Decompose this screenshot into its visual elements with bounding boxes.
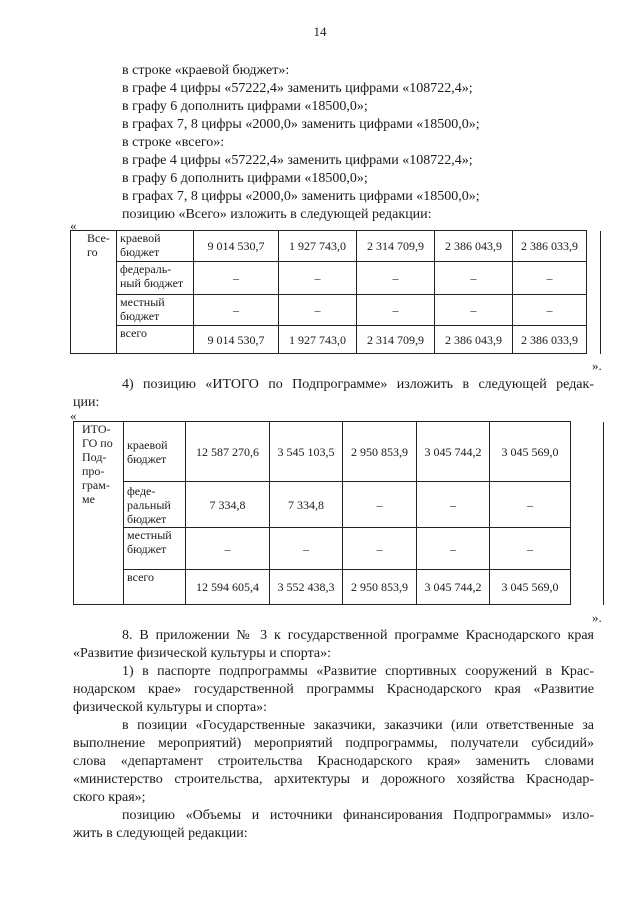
table-cell: 9 014 530,7 (194, 231, 279, 262)
table-cell: 2 950 853,9 (343, 570, 417, 605)
table-cell: 2 386 033,9 (513, 326, 587, 354)
section8-line: в позиции «Государственные заказчики, заказчики (или ответственные за (122, 718, 594, 733)
table-cell: 3 545 103,5 (270, 422, 343, 482)
table-cell: – (343, 482, 417, 528)
section8-line: физической культуры и спорта»: (73, 700, 268, 715)
table-cell: 1 927 743,0 (279, 231, 357, 262)
table-cell: 12 587 270,6 (186, 422, 270, 482)
table-cell: 2 386 043,9 (435, 326, 513, 354)
section8-line: позицию «Объемы и источники финансирования Подпрограммы» изло- (122, 808, 594, 823)
close-quote: ». (592, 358, 602, 373)
table-cell: 9 014 530,7 (194, 326, 279, 354)
row-label: местный бюджет (124, 528, 186, 570)
row-label: всего (124, 570, 186, 605)
table-cell: 2 314 709,9 (357, 326, 435, 354)
budget-table-total (70, 230, 601, 354)
table-cell: 3 045 569,0 (490, 570, 571, 605)
empty-column (587, 231, 601, 354)
table-cell: – (357, 295, 435, 326)
section8-line: 8. В приложении № 3 к государственной программе Краснодарского края (122, 628, 594, 643)
page-number: 14 (313, 24, 327, 39)
table-cell: 3 045 569,0 (490, 422, 571, 482)
row-head-subprogram: ИТО-ГО по Под-про-грам-ме (74, 422, 124, 605)
open-quote: « (70, 218, 77, 233)
table-cell: 3 045 744,2 (417, 422, 490, 482)
row-label: федераль-ный бюджет (117, 262, 194, 295)
table-cell: – (417, 482, 490, 528)
table-cell: 2 386 043,9 (435, 231, 513, 262)
row-label: краевой бюджет (124, 422, 186, 482)
intro-line: в строке «краевой бюджет»: (122, 63, 290, 78)
intro-line: в графу 6 дополнить цифрами «18500,0»; (122, 171, 368, 186)
table-cell: – (194, 262, 279, 295)
table-cell: – (513, 262, 587, 295)
row-head-total: Все-го (71, 231, 117, 354)
table-cell: – (490, 528, 571, 570)
section8-line: слова «департамент строительства Краснодарского края» заменить словами (73, 754, 594, 769)
intro-line: в строке «всего»: (122, 135, 225, 150)
table-cell: 3 552 438,3 (270, 570, 343, 605)
empty-column (571, 422, 604, 605)
table-cell: – (186, 528, 270, 570)
section8-line: ского края»; (73, 790, 146, 805)
intro-line: позицию «Всего» изложить в следующей редакции: (122, 207, 432, 222)
row-label: феде-ральный бюджет (124, 482, 186, 528)
intro-line: в графах 7, 8 цифры «2000,0» заменить цифрами «18500,0»; (122, 189, 480, 204)
section8-line: «министерство строительства, архитектуры и дорожного хозяйства Краснодар- (73, 772, 594, 787)
section8-line: выполнение мероприятий) мероприятий подпрограммы, получатели субсидий» (73, 736, 594, 751)
table-cell: 3 045 744,2 (417, 570, 490, 605)
intro-line: в графе 4 цифры «57222,4» заменить цифрами «108722,4»; (122, 81, 473, 96)
table-cell: 12 594 605,4 (186, 570, 270, 605)
table-cell: 1 927 743,0 (279, 326, 357, 354)
table-cell: – (435, 262, 513, 295)
close-quote: ». (592, 610, 602, 625)
table-cell: – (490, 482, 571, 528)
intro-line: в графу 6 дополнить цифрами «18500,0»; (122, 99, 368, 114)
section8-line: нодарском крае» государственной программы Краснодарского края «Развитие (73, 682, 594, 697)
table-cell: – (513, 295, 587, 326)
table-cell: – (357, 262, 435, 295)
intro-line: в графах 7, 8 цифры «2000,0» заменить цифрами «18500,0»; (122, 117, 480, 132)
table-cell: 7 334,8 (270, 482, 343, 528)
table-cell: 2 950 853,9 (343, 422, 417, 482)
row-label: местный бюджет (117, 295, 194, 326)
table-cell: – (417, 528, 490, 570)
section8-line: жить в следующей редакции: (73, 826, 248, 841)
table-cell: – (279, 295, 357, 326)
row-label: краевой бюджет (117, 231, 194, 262)
table-cell: – (270, 528, 343, 570)
table-cell: 2 386 033,9 (513, 231, 587, 262)
section8-line: 1) в паспорте подпрограммы «Развитие спортивных сооружений в Крас- (122, 664, 594, 679)
table-cell: – (343, 528, 417, 570)
item4-line: 4) позицию «ИТОГО по Подпрограмме» изложить в следующей редак- (122, 377, 594, 392)
budget-table-subprogram (73, 421, 604, 605)
table-cell: – (435, 295, 513, 326)
item4-line: ции: (73, 395, 100, 410)
intro-line: в графе 4 цифры «57222,4» заменить цифрами «108722,4»; (122, 153, 473, 168)
table-cell: – (194, 295, 279, 326)
open-quote: « (70, 408, 77, 423)
table-cell: 7 334,8 (186, 482, 270, 528)
table-cell: – (279, 262, 357, 295)
row-label: всего (117, 326, 194, 354)
section8-line: «Развитие физической культуры и спорта»: (73, 646, 332, 661)
table-cell: 2 314 709,9 (357, 231, 435, 262)
